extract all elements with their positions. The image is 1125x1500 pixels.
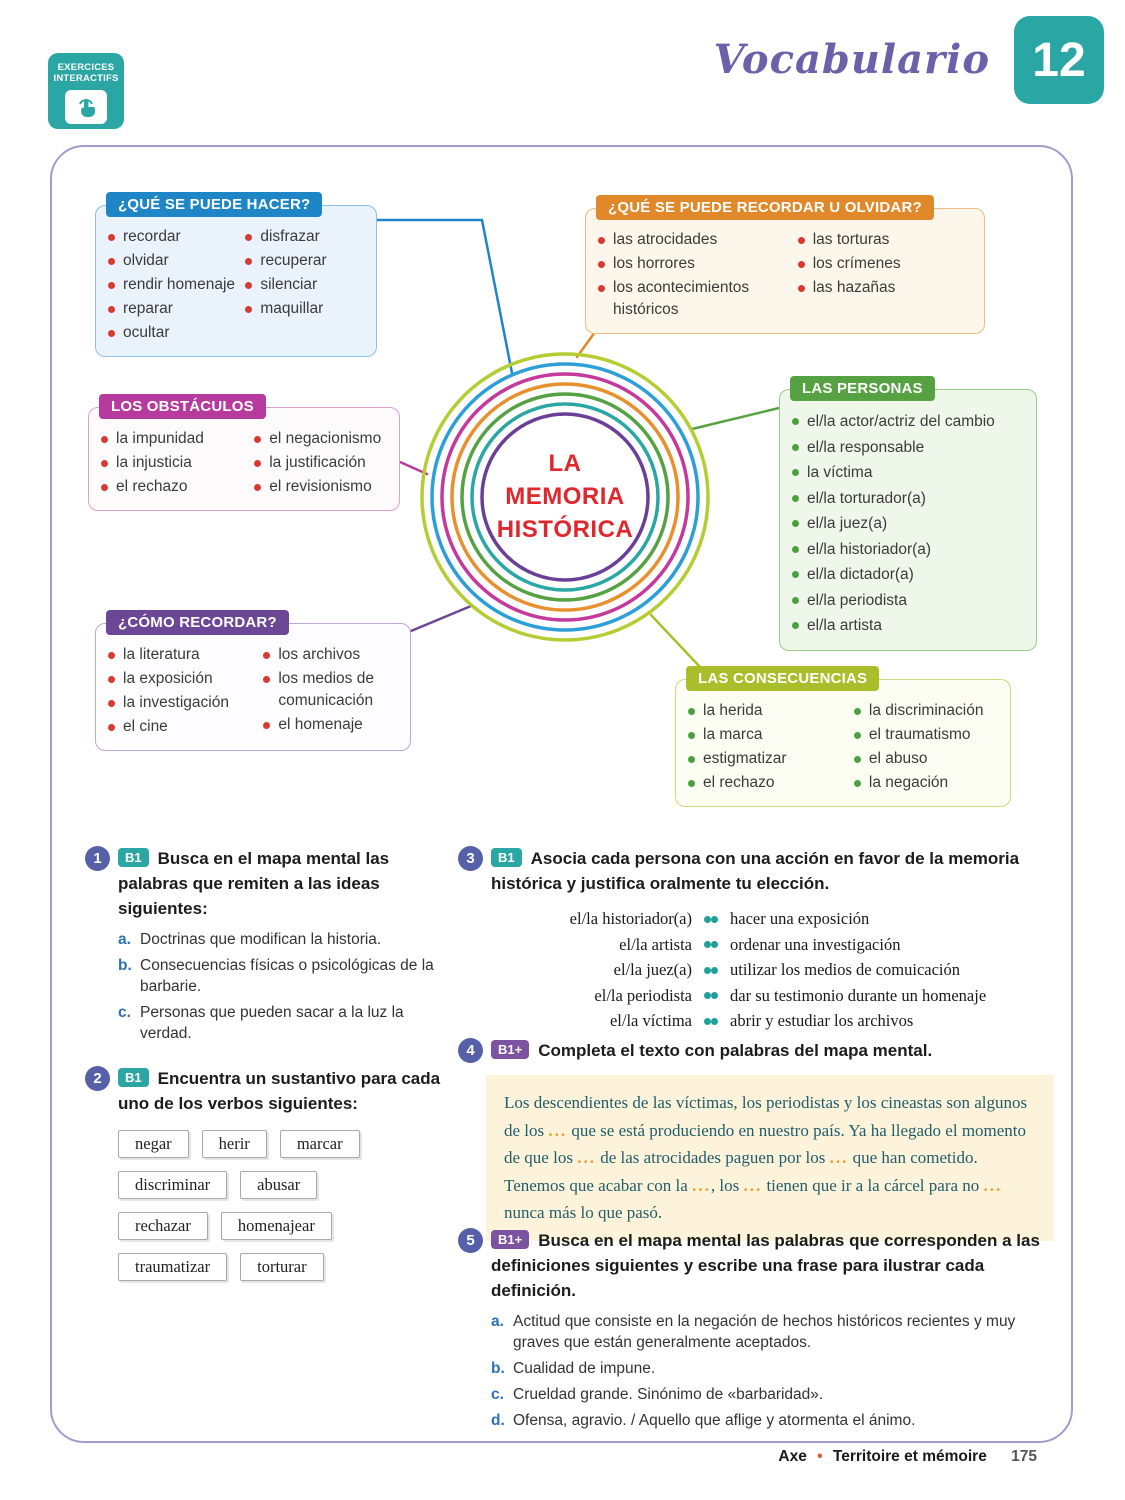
interactive-exercises-badge[interactable] xyxy=(48,53,124,129)
match-action xyxy=(711,1010,986,1033)
vocab-word: los acontecimientos históricos xyxy=(613,279,750,318)
verb-word: negar xyxy=(135,1134,172,1153)
level-badge: B1 xyxy=(118,848,149,867)
verb-word: discriminar xyxy=(135,1175,211,1194)
bullet-icon xyxy=(108,330,115,337)
vocab-item xyxy=(792,410,1028,434)
consecuencias-col2 xyxy=(854,700,1002,796)
node-como-recordar xyxy=(95,614,411,751)
vocab-word: los horrores xyxy=(613,255,695,272)
vocab-item xyxy=(854,724,1002,746)
page-footer xyxy=(778,1448,1037,1466)
vocab-word: el/la responsable xyxy=(807,438,925,456)
bullet-icon xyxy=(854,708,861,715)
node-que-se-puede-recordar xyxy=(585,199,985,334)
bullet-icon xyxy=(854,732,861,739)
recordar-col1 xyxy=(598,229,798,323)
verb-word: rechazar xyxy=(135,1216,191,1235)
vocab-item xyxy=(263,714,402,736)
blank-dots: ... xyxy=(577,1148,596,1167)
blank-dots: ... xyxy=(983,1175,1003,1195)
cloze-segment: que se está produciendo en nuestro país. Ya ha llegado el momento de que los xyxy=(504,1120,1027,1167)
level-badge: B1+ xyxy=(491,1040,529,1059)
vocab-word: la víctima xyxy=(807,464,873,481)
exercise-3 xyxy=(458,846,1058,1036)
vocab-word: la herida xyxy=(703,702,763,719)
center-line-1: LA xyxy=(548,450,582,477)
vocab-word: el/la actor/actriz del cambio xyxy=(807,413,995,430)
match-dot-icon xyxy=(704,992,711,999)
exercise-instruction: Asocia cada persona con una acción en favor de la memoria histórica y justifica oralmente tu elección. xyxy=(491,849,1020,893)
vocab-word: la investigación xyxy=(123,694,229,711)
vocab-item xyxy=(854,700,1002,722)
vocab-item xyxy=(108,644,263,666)
footer-axe: Axe xyxy=(778,1448,807,1465)
action-label: ordenar una investigación xyxy=(730,934,901,954)
match-persons xyxy=(493,908,711,1036)
verb-word: herir xyxy=(218,1134,250,1153)
cloze-segment: tienen que ir a la cárcel para no xyxy=(762,1175,984,1195)
consecuencias-col1 xyxy=(688,700,854,796)
bullet-icon xyxy=(108,724,115,731)
person-label: el/la artista xyxy=(619,934,692,954)
vocab-word: el/la dictador(a) xyxy=(807,566,914,583)
bullet-icon xyxy=(108,652,115,659)
match-dot-icon xyxy=(711,992,718,999)
vocab-item xyxy=(798,229,976,251)
bullet-icon xyxy=(245,258,252,265)
bullet-icon xyxy=(688,756,695,763)
match-action xyxy=(711,959,986,982)
connector-consecuencias xyxy=(651,615,700,667)
bullet-icon xyxy=(792,520,799,527)
exercise-number: 5 xyxy=(458,1228,483,1253)
node-title-obstaculos: LOS OBSTÁCULOS xyxy=(99,394,266,419)
word-box xyxy=(118,1212,208,1240)
vocab-word: el/la artista xyxy=(807,617,882,634)
match-person xyxy=(493,959,711,982)
vocab-word: el rechazo xyxy=(116,478,188,495)
bullet-icon xyxy=(792,495,799,502)
cloze-segment: de las atrocidades paguen por los xyxy=(595,1148,830,1167)
page-number: 175 xyxy=(1011,1448,1037,1465)
exercise-instruction: Encuentra un sustantivo para cada uno de los verbos siguientes: xyxy=(118,1069,441,1113)
bullet-icon xyxy=(598,237,605,244)
vocab-word: la injusticia xyxy=(116,454,192,471)
cloze-segment: Los descendientes de las víctimas, los periodistas y los cineastas son algunos de los xyxy=(504,1093,1028,1140)
exercise-3-header xyxy=(458,846,1058,896)
hacer-col2 xyxy=(245,226,368,346)
vocab-item xyxy=(688,772,854,794)
match-dot-icon xyxy=(711,967,718,974)
vocab-item xyxy=(792,436,1028,460)
node-personas xyxy=(779,380,1037,651)
node-title-recordar: ¿QUÉ SE PUEDE RECORDAR U OLVIDAR? xyxy=(596,195,934,220)
bullet-icon xyxy=(598,285,605,292)
vocab-word: la marca xyxy=(703,726,763,743)
recordar-col2 xyxy=(798,229,976,323)
vocab-item xyxy=(101,428,254,450)
bullet-icon xyxy=(792,571,799,578)
action-label: abrir y estudiar los archivos xyxy=(730,1011,914,1030)
vocab-item xyxy=(792,563,1028,587)
item-text: Consecuencias físicas o psicológicas de la barbarie. xyxy=(140,957,434,995)
matching-area xyxy=(493,908,1058,1036)
exercise-5-header xyxy=(458,1228,1058,1303)
bullet-icon xyxy=(798,237,805,244)
level-badge: B1+ xyxy=(491,1230,529,1249)
vocab-word: los crímenes xyxy=(812,255,901,272)
connector-hacer xyxy=(377,220,512,373)
exercise-instruction: Busca en el mapa mental las palabras que remiten a las ideas siguientes: xyxy=(118,849,390,918)
vocab-word: el cine xyxy=(123,718,168,735)
bullet-icon xyxy=(263,652,270,659)
verb-word: torturar xyxy=(257,1257,307,1276)
vocab-word: el revisionismo xyxy=(269,478,372,495)
exercise-number: 4 xyxy=(458,1038,483,1063)
exercise-item xyxy=(491,1384,1058,1405)
exercise-instruction: Completa el texto con palabras del mapa mental. xyxy=(538,1041,933,1060)
person-label: el/la historiador(a) xyxy=(569,909,692,928)
vocab-item xyxy=(798,253,976,275)
bullet-icon xyxy=(598,261,605,268)
vocab-word: el/la periodista xyxy=(807,591,907,609)
bullet-icon xyxy=(101,436,108,443)
item-text: Actitud que consiste en la negación de hechos históricos recientes y muy graves que están generalmente aceptados. xyxy=(513,1313,1016,1351)
item-letter: c. xyxy=(491,1386,504,1403)
item-letter: a. xyxy=(118,931,131,948)
vocab-item xyxy=(688,724,854,746)
bullet-icon xyxy=(854,756,861,763)
obstaculos-col2 xyxy=(254,428,391,500)
vocab-item xyxy=(245,226,368,248)
action-label: dar su testimonio durante un homenaje xyxy=(730,985,987,1005)
item-letter: a. xyxy=(491,1313,504,1330)
match-actions xyxy=(711,908,986,1036)
action-label: utilizar los medios de comuicación xyxy=(730,960,961,979)
bullet-icon xyxy=(108,258,115,265)
exercise-item xyxy=(118,929,445,950)
person-label: el/la víctima xyxy=(609,1011,692,1030)
item-letter: b. xyxy=(491,1360,505,1377)
cloze-segment: , los xyxy=(710,1175,744,1195)
vocab-word: el homenaje xyxy=(278,716,363,733)
vocab-item xyxy=(792,614,1028,638)
vocab-item xyxy=(792,538,1028,562)
center-line-3: HISTÓRICA xyxy=(496,516,634,543)
word-box xyxy=(240,1253,323,1281)
vocab-item xyxy=(254,476,391,498)
exercise-item xyxy=(491,1410,1058,1431)
connector-personas xyxy=(692,408,779,429)
vocab-word: las torturas xyxy=(812,231,890,248)
bullet-icon xyxy=(101,484,108,491)
word-box xyxy=(280,1130,360,1158)
vocab-item xyxy=(792,512,1028,536)
node-title-hacer: ¿QUÉ SE PUEDE HACER? xyxy=(106,192,322,217)
vocab-item xyxy=(101,476,254,498)
blank-dots: ... xyxy=(692,1175,711,1195)
person-label: el/la juez(a) xyxy=(613,960,692,979)
connector-como xyxy=(411,606,471,631)
match-dot-icon xyxy=(704,916,711,923)
vocab-word: las hazañas xyxy=(812,279,896,296)
vocab-item xyxy=(598,229,798,251)
match-dot-icon xyxy=(704,1018,711,1025)
word-box xyxy=(202,1130,267,1158)
vocab-item xyxy=(598,253,798,275)
word-box xyxy=(240,1171,317,1199)
vocab-word: estigmatizar xyxy=(703,750,787,767)
mindmap-center-title xyxy=(475,447,655,546)
vocab-word: las atrocidades xyxy=(613,231,718,248)
item-letter: b. xyxy=(118,957,132,974)
vocab-word: maquillar xyxy=(260,300,324,317)
item-text: Doctrinas que modifican la historia. xyxy=(140,931,382,948)
vocab-word: el/la juez(a) xyxy=(807,515,888,532)
exercise-2-header xyxy=(85,1066,445,1116)
bullet-icon xyxy=(792,444,799,451)
exercise-1-items xyxy=(118,929,445,1044)
vocab-item xyxy=(854,772,1002,794)
vocab-item xyxy=(245,298,368,320)
match-action xyxy=(711,985,986,1008)
cloze-segment: nunca más lo que pasó. xyxy=(504,1203,663,1222)
vocab-item xyxy=(688,700,854,722)
cloze-text-box xyxy=(486,1075,1054,1241)
vocab-item xyxy=(798,277,976,299)
vocab-item xyxy=(792,461,1028,485)
bullet-icon xyxy=(688,780,695,787)
tap-icon xyxy=(65,90,107,124)
blank-dots: ... xyxy=(548,1120,568,1140)
match-action xyxy=(711,934,986,957)
como-col1 xyxy=(108,644,263,740)
exercise-item xyxy=(118,955,445,997)
bullet-icon xyxy=(792,597,799,604)
bullet-icon xyxy=(792,546,799,553)
vocab-word: recuperar xyxy=(260,252,327,269)
vocab-item xyxy=(108,274,245,296)
vocab-word: el rechazo xyxy=(703,774,775,791)
item-text: Crueldad grande. Sinónimo de «barbaridad». xyxy=(513,1386,824,1403)
verb-word: abusar xyxy=(257,1175,301,1194)
badge-line1: EXERCICES xyxy=(57,62,115,73)
blank-dots: ... xyxy=(743,1175,763,1195)
person-label: el/la periodista xyxy=(594,985,692,1005)
cloze-segment: que han cometido. Tenemos que acabar con la xyxy=(504,1148,978,1195)
vocab-word: reparar xyxy=(123,300,173,317)
word-box xyxy=(118,1130,189,1158)
bullet-icon xyxy=(798,285,805,292)
level-badge: B1 xyxy=(491,848,522,867)
action-label: hacer una exposición xyxy=(730,909,870,928)
bullet-icon xyxy=(688,732,695,739)
hacer-col1 xyxy=(108,226,245,346)
vocab-word: olvidar xyxy=(123,252,169,269)
bullet-icon xyxy=(101,460,108,467)
word-box xyxy=(221,1212,332,1240)
node-title-consecuencias: LAS CONSECUENCIAS xyxy=(686,666,879,691)
vocab-item xyxy=(108,716,263,738)
bullet-icon xyxy=(254,484,261,491)
vocab-word: rendir homenaje xyxy=(123,276,236,293)
bullet-icon xyxy=(254,436,261,443)
vocab-item xyxy=(792,487,1028,511)
bullet-icon xyxy=(108,676,115,683)
match-dot-icon xyxy=(711,916,718,923)
como-col2 xyxy=(263,644,402,740)
vocab-item xyxy=(108,692,263,714)
vocab-item xyxy=(108,226,245,248)
exercise-item xyxy=(491,1358,1058,1379)
bullet-icon xyxy=(263,676,270,683)
vocab-item xyxy=(688,748,854,770)
node-que-se-puede-hacer xyxy=(95,196,377,357)
vocab-word: los archivos xyxy=(278,646,361,663)
bullet-icon xyxy=(254,460,261,467)
bullet-icon xyxy=(108,234,115,241)
vocab-item xyxy=(245,274,368,296)
bullet-icon xyxy=(792,622,799,629)
vocab-word: la literatura xyxy=(123,646,200,663)
blank-dots: ... xyxy=(829,1148,849,1167)
node-obstaculos xyxy=(88,398,400,511)
vocab-item xyxy=(792,589,1028,613)
match-person xyxy=(493,934,711,957)
vocab-word: el abuso xyxy=(868,750,928,767)
exercise-4 xyxy=(458,1038,1058,1241)
vocab-word: disfrazar xyxy=(260,228,320,245)
match-dot-icon xyxy=(711,941,718,948)
match-person xyxy=(493,985,711,1008)
exercise-5-items xyxy=(491,1311,1058,1431)
exercise-number: 1 xyxy=(85,846,110,871)
verb-word: marcar xyxy=(296,1134,343,1153)
vocab-word: silenciar xyxy=(260,276,318,293)
vocab-item xyxy=(101,452,254,474)
center-line-2: MEMORIA xyxy=(505,483,625,510)
match-dot-icon xyxy=(704,967,711,974)
interactive-exercises-label xyxy=(48,62,124,84)
exercise-number: 2 xyxy=(85,1066,110,1091)
bullet-icon xyxy=(688,708,695,715)
footer-dot-icon: • xyxy=(817,1448,823,1465)
personas-list xyxy=(792,410,1028,638)
chapter-number-badge: 12 xyxy=(1014,16,1104,104)
badge-line2: INTERACTIFS xyxy=(53,73,119,84)
vocab-word: la discriminación xyxy=(868,702,984,719)
vocab-word: el/la torturador(a) xyxy=(807,489,926,507)
vocab-item xyxy=(108,250,245,272)
vocab-item xyxy=(254,452,391,474)
match-person xyxy=(493,908,711,931)
item-letter: d. xyxy=(491,1412,505,1429)
vocab-word: la exposición xyxy=(123,670,213,687)
vocab-item xyxy=(263,644,402,666)
vocab-item xyxy=(108,668,263,690)
bullet-icon xyxy=(245,234,252,241)
exercise-4-header xyxy=(458,1038,1058,1063)
verb-word-boxes xyxy=(118,1130,418,1281)
vocab-item xyxy=(263,668,402,712)
vocab-word: la impunidad xyxy=(116,430,204,447)
match-action xyxy=(711,908,986,931)
item-text: Cualidad de impune. xyxy=(513,1360,656,1377)
bullet-icon xyxy=(792,469,799,476)
bullet-icon xyxy=(245,282,252,289)
vocab-item xyxy=(245,250,368,272)
vocab-item xyxy=(254,428,391,450)
word-box xyxy=(118,1253,227,1281)
vocab-item xyxy=(598,277,798,321)
exercise-1 xyxy=(85,846,445,1049)
level-badge: B1 xyxy=(118,1068,149,1087)
vocab-word: el/la historiador(a) xyxy=(807,540,932,558)
bullet-icon xyxy=(792,418,799,425)
match-person xyxy=(493,1010,711,1033)
vocab-item xyxy=(854,748,1002,770)
vocab-word: los medios de comunicación xyxy=(278,670,374,709)
footer-theme: Territoire et mémoire xyxy=(832,1448,987,1465)
section-title: Vocabulario xyxy=(713,36,990,83)
exercise-2 xyxy=(85,1066,445,1281)
node-title-como: ¿CÓMO RECORDAR? xyxy=(106,610,289,635)
bullet-icon xyxy=(245,306,252,313)
exercise-item xyxy=(118,1002,445,1044)
exercise-5 xyxy=(458,1228,1058,1436)
exercise-item xyxy=(491,1311,1058,1353)
obstaculos-col1 xyxy=(101,428,254,500)
exercise-number: 3 xyxy=(458,846,483,871)
vocab-item xyxy=(108,322,245,344)
vocab-word: recordar xyxy=(123,228,181,245)
verb-word: traumatizar xyxy=(135,1257,211,1276)
exercise-1-header xyxy=(85,846,445,921)
vocab-word: ocultar xyxy=(123,324,170,341)
bullet-icon xyxy=(108,282,115,289)
verb-word: homenajear xyxy=(237,1216,315,1235)
vocab-item xyxy=(108,298,245,320)
bullet-icon xyxy=(108,700,115,707)
vocab-word: el traumatismo xyxy=(868,726,971,743)
vocab-word: la negación xyxy=(868,774,949,791)
word-box xyxy=(118,1171,227,1199)
bullet-icon xyxy=(854,780,861,787)
match-dot-icon xyxy=(704,941,711,948)
node-title-personas: LAS PERSONAS xyxy=(790,376,935,401)
bullet-icon xyxy=(263,722,270,729)
node-consecuencias xyxy=(675,670,1011,807)
exercise-instruction: Busca en el mapa mental las palabras que corresponden a las definiciones siguientes y escribe una frase para ilustrar cada definición. xyxy=(491,1231,1040,1300)
item-text: Personas que pueden sacar a la luz la verdad. xyxy=(140,1004,404,1042)
vocab-word: la justificación xyxy=(269,454,366,471)
vocab-word: el negacionismo xyxy=(269,430,382,447)
bullet-icon xyxy=(108,306,115,313)
item-text: Ofensa, agravio. / Aquello que aflige y atormenta el ánimo. xyxy=(513,1412,916,1429)
match-dot-icon xyxy=(711,1018,718,1025)
item-letter: c. xyxy=(118,1004,131,1021)
bullet-icon xyxy=(798,261,805,268)
